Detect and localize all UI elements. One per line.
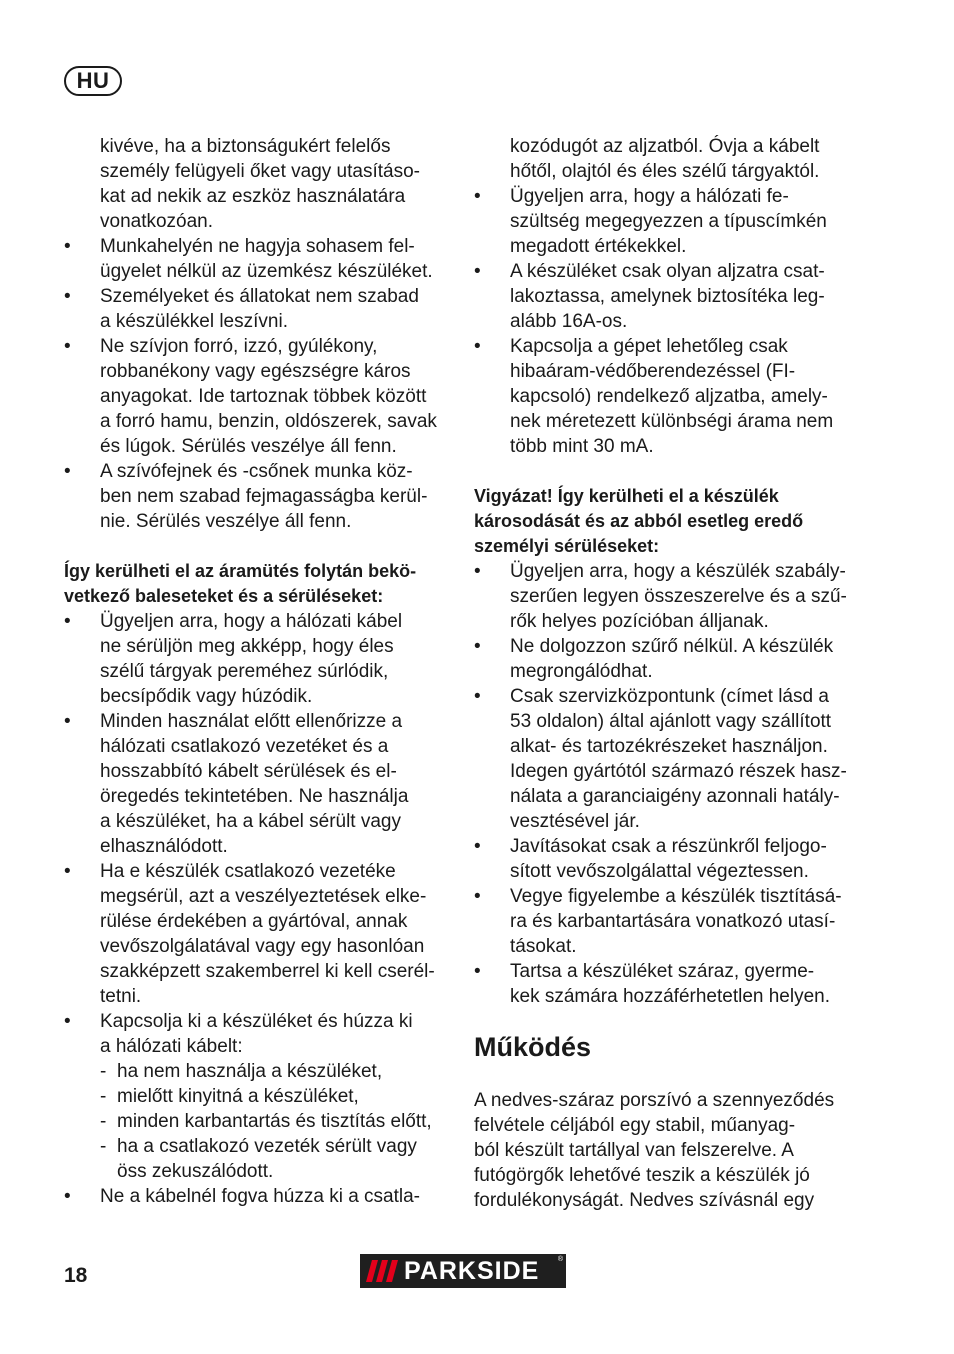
list-item: [64, 234, 450, 284]
text-line: szerűen legyen összeszerelve és a szű-: [510, 586, 847, 607]
list-item: [474, 834, 864, 884]
text-line: vetkező baleseteket és a sérüléseket:: [64, 586, 384, 606]
text-line: hosszabbító kábelt sérülések és el-: [100, 761, 397, 782]
text-line: ra és karbantartására vonatkozó utasí-: [510, 911, 836, 932]
text-line: anyagokat. Ide tartoznak többek között: [100, 386, 427, 407]
text-line: sított vevőszolgálattal végeztessen.: [510, 861, 809, 882]
right-column: [474, 134, 864, 1213]
text-line: Idegen gyártótól származó részek hasz-: [510, 761, 847, 782]
safety-bullet-list-1: [64, 234, 450, 534]
text-line: - minden karbantartás és tisztítás előtt,: [117, 1111, 432, 1132]
text-line: lakoztassa, amelynek biztosítéka leg-: [510, 286, 825, 307]
text-line: • Vegye figyelembe a készülék tisztításá-: [510, 886, 842, 907]
list-item: [474, 559, 864, 634]
list-item: [64, 1009, 450, 1059]
intro-paragraph: [64, 134, 450, 234]
text-line: • Tartsa a készüléket száraz, gyerme-: [510, 961, 815, 982]
text-line: fordulékonyságát. Nedves szívásnál egy: [474, 1190, 815, 1211]
list-item: [474, 634, 864, 684]
text-line: • Kapcsolja ki a készüléket és húzza ki: [100, 1011, 413, 1032]
text-line: a készülékkel leszívni.: [100, 311, 288, 332]
text-line: felvétele céljából egy stabil, műanyag-: [474, 1115, 796, 1136]
text-line: rülése érdekében a gyártóval, annak: [100, 911, 408, 932]
list-item: [100, 1109, 450, 1134]
text-line: • Ügyeljen arra, hogy a készülék szabály-: [510, 561, 846, 582]
text-line: • Kapcsolja a gépet lehetőleg csak: [510, 336, 788, 357]
list-item: [100, 1059, 450, 1084]
text-line: - ha nem használja a készüléket,: [117, 1061, 383, 1082]
text-line: robbanékony vagy egészségre káros: [100, 361, 411, 382]
text-line: kivéve, ha a biztonságukért felelős: [100, 136, 391, 157]
text-line: személyi sérüléseket:: [474, 536, 660, 556]
safety-bullet-list-2: [64, 609, 450, 1059]
left-column: [64, 134, 450, 1209]
text-line: megsérül, azt a veszélyeztetések elke-: [100, 886, 427, 907]
text-line: hőtől, olajtól és éles szélű tárgyaktól.: [510, 161, 820, 182]
text-line: • Személyeket és állatokat nem szabad: [100, 286, 419, 307]
text-line: tetni.: [100, 986, 142, 1007]
text-line: kapcsoló) rendelkező aljzatba, amely-: [510, 386, 828, 407]
device-damage-heading: [474, 484, 864, 559]
text-line: tásokat.: [510, 936, 577, 957]
text-line: kek számára hozzáférhetetlen helyen.: [510, 986, 831, 1007]
text-line: nálata a garanciaigény azonnali hatály-: [510, 786, 840, 807]
list-item: [100, 1084, 450, 1109]
text-line: megadott értékekkel.: [510, 236, 687, 257]
text-line: a hálózati kábelt:: [100, 1036, 243, 1057]
text-line: károsodását és az abból esetleg eredő: [474, 511, 804, 531]
list-item: [64, 859, 450, 1009]
text-line: • Ne szívjon forró, izzó, gyúlékony,: [100, 336, 378, 357]
text-line: 53 oldalon) által ajánlott vagy szállított: [510, 711, 832, 732]
list-item: [100, 1134, 450, 1184]
operation-paragraph: [474, 1088, 864, 1213]
text-line: • Minden használat előtt ellenőrizze a: [100, 711, 403, 732]
list-item: [474, 884, 864, 959]
text-line: vevőszolgálatával vagy egy hasonlóan: [100, 936, 425, 957]
text-line: több mint 30 mA.: [510, 436, 654, 457]
list-item: [64, 459, 450, 534]
brand-name: PARKSIDE: [404, 1257, 540, 1285]
list-item: [64, 709, 450, 859]
unplug-dash-list: [100, 1059, 450, 1184]
text-line: • Ne a kábelnél fogva húzza ki a csatla-: [100, 1186, 421, 1207]
list-item: [64, 609, 450, 709]
text-line: • A készüléket csak olyan aljzatra csat-: [510, 261, 825, 282]
text-line: - mielőtt kinyitná a készüléket,: [117, 1086, 359, 1107]
logo-stripes-icon: [364, 1256, 402, 1286]
device-bullet-list: [474, 559, 864, 1009]
text-line: futógörgők lehetővé teszik a készülék jó: [474, 1165, 810, 1186]
text-line: alkat- és tartozékrészeket használjon.: [510, 736, 828, 757]
list-item: [64, 334, 450, 459]
text-line: hálózati csatlakozó vezetéket és a: [100, 736, 389, 757]
text-line: • A szívófejnek és -csőnek munka köz-: [100, 461, 413, 482]
text-line: személy felügyeli őket vagy utasításo-: [100, 161, 420, 182]
text-line: szélű tárgyak pereméhez súrlódik,: [100, 661, 389, 682]
text-line: rők helyes pozícióban álljanak.: [510, 611, 769, 632]
text-line: öregedés tekintetében. Ne használja: [100, 786, 409, 807]
text-line: szültség megegyezzen a típuscímkén: [510, 211, 827, 232]
text-line: • Csak szervizközpontunk (címet lásd a: [510, 686, 829, 707]
list-item: [474, 259, 864, 334]
text-line: • Ne dolgozzon szűrő nélkül. A készülék: [510, 636, 834, 657]
text-line: ne sérüljön meg akképp, hogy éles: [100, 636, 394, 657]
parkside-logo: [360, 1254, 566, 1288]
registered-mark: ®: [557, 1256, 563, 1263]
list-item: [64, 1184, 450, 1209]
text-line: ból készült tartállyal van felszerelve. A: [474, 1140, 794, 1161]
list-item: [474, 959, 864, 1009]
power-bullet-list: [474, 184, 864, 459]
text-line: • Ügyeljen arra, hogy a hálózati fe-: [510, 186, 789, 207]
text-line: nie. Sérülés veszélye áll fenn.: [100, 511, 352, 532]
text-line: hibaáram-védőberendezéssel (FI-: [510, 361, 796, 382]
text-line: megrongálódhat.: [510, 661, 653, 682]
last-bullet-list: [64, 1184, 450, 1209]
text-line: • Javításokat csak a részünkről feljogo-: [510, 836, 827, 857]
text-line: szakképzett szakemberrel ki kell cserél-: [100, 961, 435, 982]
list-item: [474, 684, 864, 834]
text-line: A nedves-száraz porszívó a szennyeződés: [474, 1090, 835, 1111]
text-line: becsípődik vagy húzódik.: [100, 686, 313, 707]
text-line: vonatkozóan.: [100, 211, 214, 232]
list-item: [474, 334, 864, 459]
text-line: Így kerülheti el az áramütés folytán bekö-: [64, 561, 417, 581]
language-badge: HU: [64, 66, 122, 96]
text-line: nek méretezett különbségi árama nem: [510, 411, 834, 432]
text-line: és lúgok. Sérülés veszélye áll fenn.: [100, 436, 397, 457]
text-line: • Ügyeljen arra, hogy a hálózati kábel: [100, 611, 403, 632]
text-line: kat ad nekik az eszköz használatára: [100, 186, 406, 207]
text-line: ügyelet nélkül az üzemkész készüléket.: [100, 261, 433, 282]
text-line: a készüléket, ha a kábel sérült vagy: [100, 811, 402, 832]
text-line: alább 16A-os.: [510, 311, 628, 332]
text-line: - ha a csatlakozó vezeték sérült vagy: [117, 1136, 417, 1157]
text-line: • Munkahelyén ne hagyja sohasem fel-: [100, 236, 415, 257]
text-line: kozódugót az aljzatból. Óvja a kábelt: [510, 136, 820, 157]
page-number: 18: [64, 1264, 88, 1287]
electric-shock-heading: [64, 559, 450, 609]
text-line: ben nem szabad fejmagasságba kerül-: [100, 486, 428, 507]
text-line: elhasználódott.: [100, 836, 228, 857]
text-line: vesztésével jár.: [510, 811, 640, 832]
continuation-paragraph: [474, 134, 864, 184]
text-line: a forró hamu, benzin, oldószerek, savak: [100, 411, 437, 432]
text-line: Vigyázat! Így kerülheti el a készülék: [474, 486, 779, 506]
list-item: [64, 284, 450, 334]
text-line: öss zekuszálódott.: [117, 1161, 274, 1182]
section-title-mukodes: Működés: [474, 1032, 592, 1062]
text-line: • Ha e készülék csatlakozó vezetéke: [100, 861, 396, 882]
list-item: [474, 184, 864, 259]
